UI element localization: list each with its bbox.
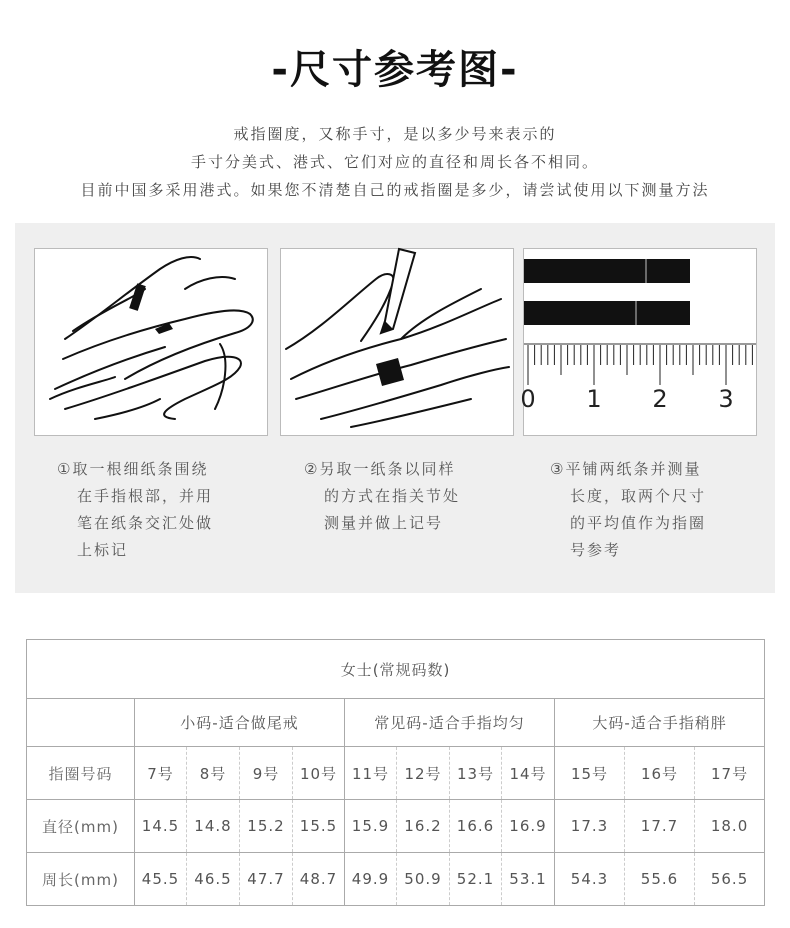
row-label-size: 指圈号码 bbox=[27, 747, 135, 800]
ring-size-table bbox=[26, 639, 765, 906]
table-cell: 16.9 bbox=[502, 800, 555, 853]
table-cell: 15.5 bbox=[293, 800, 345, 853]
table-cell: 46.5 bbox=[187, 853, 240, 906]
table-cell: 49.9 bbox=[345, 853, 397, 906]
ruler-label: 1 bbox=[586, 385, 602, 413]
table-cell: 56.5 bbox=[695, 853, 765, 906]
table-row bbox=[27, 800, 765, 853]
step-3-illustration bbox=[520, 248, 757, 436]
table-cell: 10号 bbox=[293, 747, 345, 800]
ruler-label: 3 bbox=[718, 385, 734, 413]
table-cell: 15.2 bbox=[240, 800, 293, 853]
intro-line: 手寸分美式、港式、它们对应的直径和周长各不相同。 bbox=[190, 153, 599, 171]
table-cell: 7号 bbox=[135, 747, 187, 800]
page-title: -尺寸参考图- bbox=[271, 47, 519, 93]
table-cell: 14号 bbox=[502, 747, 555, 800]
step-line: 测量并做上记号 bbox=[324, 514, 444, 532]
group-header-small: 小码-适合做尾戒 bbox=[135, 699, 345, 747]
table-row bbox=[27, 853, 765, 906]
table-cell: 15号 bbox=[555, 747, 625, 800]
ruler-label: 2 bbox=[652, 385, 668, 413]
step-line: 号参考 bbox=[570, 541, 622, 559]
step-3-text bbox=[550, 456, 750, 564]
table-cell: 45.5 bbox=[135, 853, 187, 906]
group-header-common: 常见码-适合手指均匀 bbox=[345, 699, 555, 747]
table-cell: 16.2 bbox=[397, 800, 450, 853]
table-cell: 17.7 bbox=[625, 800, 695, 853]
hand-pen-mark-icon bbox=[281, 249, 513, 435]
row-label-circumference: 周长(mm) bbox=[27, 853, 135, 906]
table-cell: 50.9 bbox=[397, 853, 450, 906]
group-header-large: 大码-适合手指稍胖 bbox=[555, 699, 765, 747]
hand-paper-strip-icon bbox=[35, 249, 267, 435]
table-cell: 53.1 bbox=[502, 853, 555, 906]
table-row bbox=[27, 747, 765, 800]
measure-steps-panel bbox=[15, 223, 775, 593]
table-cell: 15.9 bbox=[345, 800, 397, 853]
step-line: 笔在纸条交汇处做 bbox=[77, 514, 214, 532]
table-cell: 17.3 bbox=[555, 800, 625, 853]
step-line: ②另取一纸条以同样 bbox=[304, 460, 456, 478]
step-line: 的方式在指关节处 bbox=[324, 487, 461, 505]
step-1-text bbox=[57, 456, 257, 564]
step-line: ③平铺两纸条并测量 bbox=[550, 460, 702, 478]
table-cell: 48.7 bbox=[293, 853, 345, 906]
step-line: 上标记 bbox=[77, 541, 129, 559]
table-cell: 11号 bbox=[345, 747, 397, 800]
step-line: ①取一根细纸条围绕 bbox=[57, 460, 209, 478]
table-cell: 13号 bbox=[450, 747, 502, 800]
table-cell: 47.7 bbox=[240, 853, 293, 906]
table-corner bbox=[27, 699, 135, 747]
step-line: 的平均值作为指圈 bbox=[570, 514, 707, 532]
table-caption: 女士(常规码数) bbox=[27, 640, 765, 699]
intro-line: 戒指圈度，又称手寸，是以多少号来表示的 bbox=[233, 125, 557, 143]
table-cell: 17号 bbox=[695, 747, 765, 800]
table-cell: 54.3 bbox=[555, 853, 625, 906]
row-label-diameter: 直径(mm) bbox=[27, 800, 135, 853]
table-cell: 12号 bbox=[397, 747, 450, 800]
ruler-strips-icon bbox=[520, 249, 756, 435]
table-cell: 14.5 bbox=[135, 800, 187, 853]
step-line: 长度，取两个尺寸 bbox=[570, 487, 707, 505]
step-1-illustration bbox=[34, 248, 268, 436]
table-cell: 8号 bbox=[187, 747, 240, 800]
table-cell: 18.0 bbox=[695, 800, 765, 853]
step-2-text bbox=[304, 456, 504, 537]
intro-line: 目前中国多采用港式。如果您不清楚自己的戒指圈是多少，请尝试使用以下测量方法 bbox=[80, 181, 710, 199]
table-cell: 16号 bbox=[625, 747, 695, 800]
step-2-illustration bbox=[280, 248, 514, 436]
ruler-label: 0 bbox=[520, 385, 536, 413]
table-cell: 16.6 bbox=[450, 800, 502, 853]
table-cell: 9号 bbox=[240, 747, 293, 800]
table-cell: 55.6 bbox=[625, 853, 695, 906]
table-cell: 14.8 bbox=[187, 800, 240, 853]
table-cell: 52.1 bbox=[450, 853, 502, 906]
intro-text bbox=[0, 120, 790, 204]
step-line: 在手指根部，并用 bbox=[77, 487, 214, 505]
